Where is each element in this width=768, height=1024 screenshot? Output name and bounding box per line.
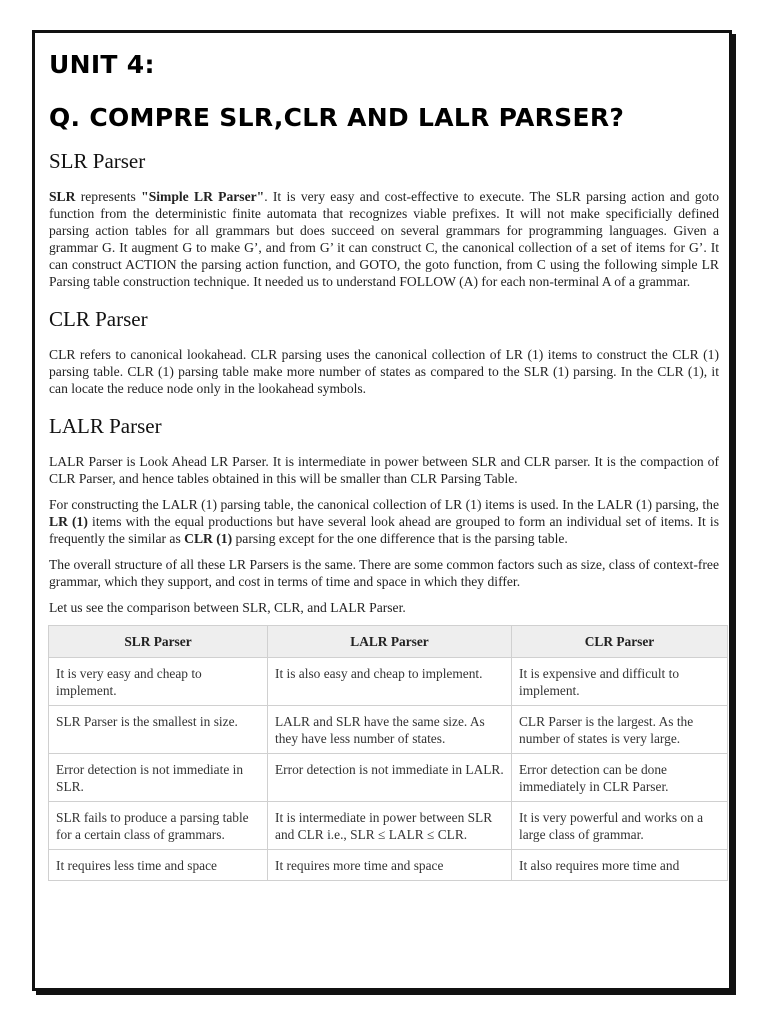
slr-section-title: SLR Parser [49, 149, 146, 173]
lalr-p2-bold-lr1: LR (1) [49, 514, 88, 529]
table-cell: Error detection is not immediate in SLR. [49, 754, 268, 802]
table-cell: It also requires more time and [512, 850, 728, 881]
table-row [49, 658, 728, 706]
table-cell: Error detection can be done immediately in CLR Parser. [512, 754, 728, 802]
table-cell: Error detection is not immediate in LALR. [268, 754, 512, 802]
table-row [49, 802, 728, 850]
slr-text-a: represents [75, 189, 142, 204]
lalr-paragraph-1: LALR Parser is Look Ahead LR Parser. It is intermediate in power between SLR and CLR parser. It is the compaction of CLR Parser, and hence tables obtained in this will be smaller than CLR Parsing Table. [49, 454, 719, 486]
slr-paragraph [49, 188, 719, 290]
lalr-p2-text-c: parsing except for the one difference that is the parsing table. [232, 531, 568, 546]
table-cell: It is very powerful and works on a large class of grammar. [512, 802, 728, 850]
unit-heading: UNIT 4: [49, 50, 155, 79]
table-header-row [49, 626, 728, 658]
table-row [49, 754, 728, 802]
table-cell: CLR Parser is the largest. As the number of states is very large. [512, 706, 728, 754]
header-clr: CLR Parser [512, 626, 728, 658]
slr-text-b: . It is very easy and cost-effective to execute. The SLR parsing action and goto function from the deterministic finite automata that recognizes viable prefixes. It will not make specificially defined parsing action tables for all grammars but does succeed on several grammars for programming languages. Given a grammar G. It augment G to make G’, and from G’ it can construct C, the canonical collection of a set of items for G’. It can construct ACTION the parsing action function, and GOTO, the goto function, from C using the following simple LR Parsing table construction technique. It needed us to understand FOLLOW (A) for each non-terminal A of a grammar. [49, 189, 719, 289]
clr-paragraph: CLR refers to canonical lookahead. CLR parsing uses the canonical collection of LR (1) items to construct the CLR (1) parsing table. CLR (1) parsing table make more number of states as compared to the SLR (1) parsing. In the CLR (1), it can locate the reduce node only in the lookahead symbols. [49, 347, 719, 396]
clr-section-title: CLR Parser [49, 307, 148, 331]
lalr-paragraph-3: The overall structure of all these LR Parsers is the same. There are some common factors such as size, class of context-free grammar, which they support, and cost in terms of time and space in which they differ. [49, 557, 719, 589]
table-cell: SLR fails to produce a parsing table for a certain class of grammars. [49, 802, 268, 850]
lalr-paragraph-2 [49, 496, 719, 547]
lalr-p2-text-a: For constructing the LALR (1) parsing table, the canonical collection of LR (1) items is used. In the LALR (1) parsing, the [49, 497, 719, 512]
table-cell: It requires less time and space [49, 850, 268, 881]
page-border [32, 30, 732, 991]
table-cell: It is very easy and cheap to implement. [49, 658, 268, 706]
slr-quote: "Simple LR Parser" [141, 189, 265, 204]
lalr-p2-bold-clr1: CLR (1) [184, 531, 233, 546]
comparison-table [48, 625, 728, 881]
header-slr: SLR Parser [49, 626, 268, 658]
table-cell: SLR Parser is the smallest in size. [49, 706, 268, 754]
lalr-section-title: LALR Parser [49, 414, 162, 438]
lalr-paragraph-4: Let us see the comparison between SLR, CLR, and LALR Parser. [49, 600, 406, 615]
table-row [49, 706, 728, 754]
table-row [49, 850, 728, 881]
table-cell: It is expensive and difficult to implement. [512, 658, 728, 706]
table-cell: It is intermediate in power between SLR and CLR i.e., SLR ≤ LALR ≤ CLR. [268, 802, 512, 850]
lalr-p2-text-b: items with the equal productions but have several look ahead are grouped to form an individual set of items. It is frequently the similar as [49, 514, 719, 546]
question-heading: Q. COMPRE SLR,CLR AND LALR PARSER? [49, 103, 625, 132]
slr-term: SLR [49, 189, 76, 204]
header-lalr: LALR Parser [268, 626, 512, 658]
document-content [49, 49, 719, 881]
table-cell: It requires more time and space [268, 850, 512, 881]
table-cell: It is also easy and cheap to implement. [268, 658, 512, 706]
table-cell: LALR and SLR have the same size. As they have less number of states. [268, 706, 512, 754]
